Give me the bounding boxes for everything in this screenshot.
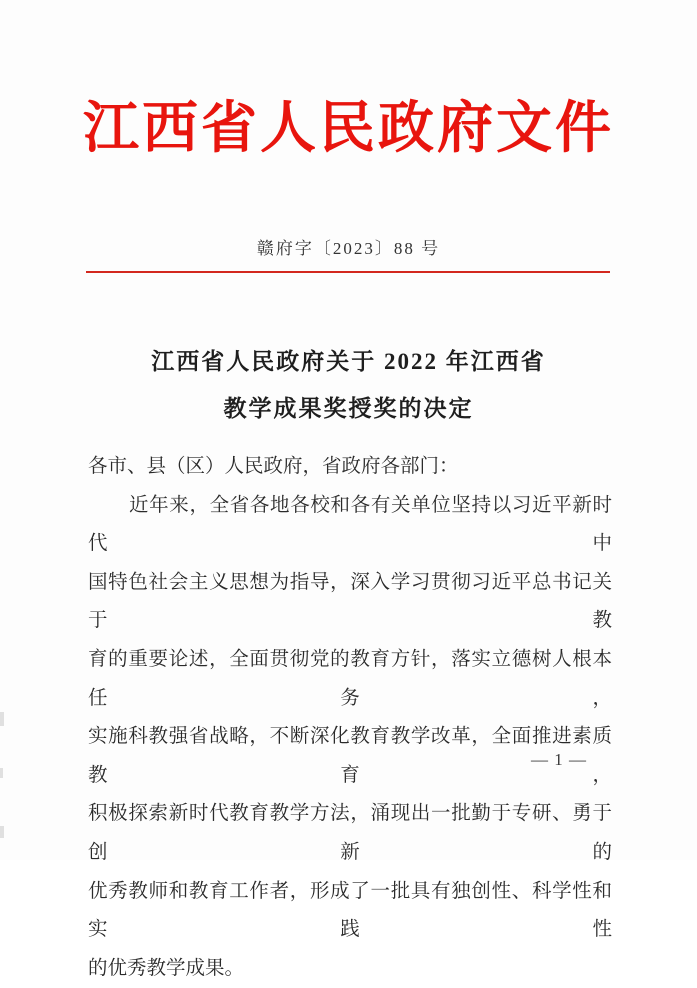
scan-artifact [0, 712, 4, 726]
red-divider-rule [86, 271, 610, 273]
scan-artifact [0, 826, 4, 838]
document-title-line1: 江西省人民政府关于 2022 年江西省 [151, 349, 546, 374]
scan-artifact [0, 768, 3, 778]
body-line: 的优秀教学成果。 [88, 957, 245, 979]
salutation-line: 各市、县（区）人民政府，省政府各部门： [88, 456, 459, 477]
body-line: 积极探索新时代教育教学方法，涌现出一批勤于专研、勇于创新的 [88, 803, 612, 863]
document-title-line2: 教学成果奖授奖的决定 [223, 396, 474, 421]
body-line: 实施科教强省战略，不断深化教育教学改革，全面推进素质教育， [88, 726, 612, 786]
page-number: — 1 — [531, 750, 587, 769]
document-title [0, 338, 697, 432]
body-line: 国特色社会主义思想为指导，深入学习贯彻习近平总书记关于教 [88, 571, 612, 632]
document-body [88, 448, 612, 988]
document-masthead: 江西省人民政府文件 [83, 98, 614, 160]
body-line: 优秀教师和教育工作者，形成了一批具有独创性、科学性和实践性 [88, 880, 612, 941]
body-line: 育的重要论述，全面贯彻党的教育方针，落实立德树人根本任务， [88, 648, 612, 709]
document-number: 赣府字〔2023〕88 号 [256, 239, 441, 258]
body-line: 近年来，全省各地各校和各有关单位坚持以习近平新时代中 [88, 494, 612, 555]
